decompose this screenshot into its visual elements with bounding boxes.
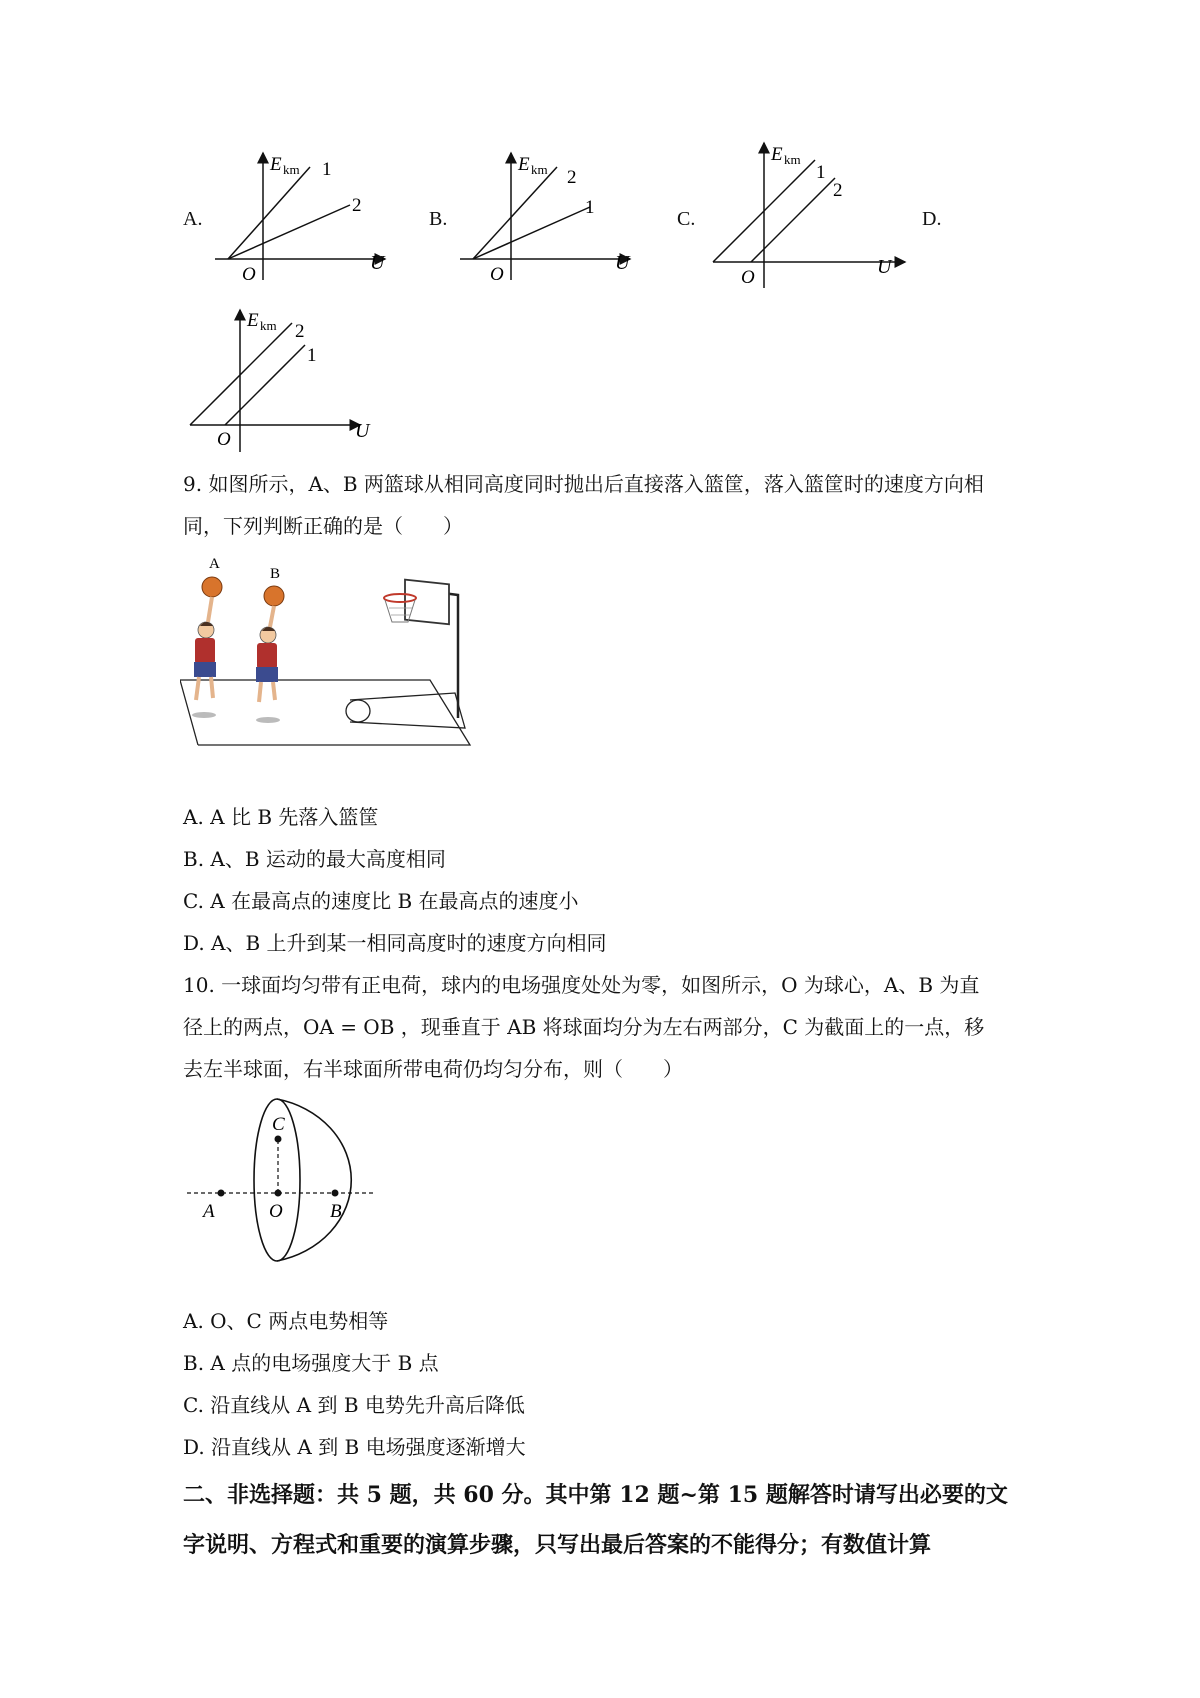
origin-label: O [741,267,755,288]
y-label: E [771,144,783,165]
player-a-jersey [195,638,215,664]
q9-option-b: B. A、B 运动的最大高度相同 [183,847,446,871]
option-c-label: C. [677,208,696,230]
y-label-sub: km [531,162,548,177]
key-area [350,693,465,728]
line-1 [228,167,310,259]
q9-stem-line1: 9. 如图所示，A、B 两篮球从相同高度同时抛出后直接落入篮筐，落入篮筐时的速度方向相 [183,472,984,496]
q9-option-c: C. A 在最高点的速度比 B 在最高点的速度小 [183,889,579,913]
line-label-upper: 2 [567,167,577,188]
line-2 [228,205,350,259]
option-d-label: D. [922,208,942,230]
line-label-upper: 1 [322,159,332,180]
q10-option-d: D. 沿直线从 A 到 B 电场强度逐渐增大 [183,1435,526,1459]
y-label: E [247,310,259,331]
section2-heading-line2: 字说明、方程式和重要的演算步骤，只写出最后答案的不能得分；有数值计算 [183,1532,932,1558]
ball-b [264,586,284,606]
option-b-label: B. [429,208,448,230]
label-a: A [203,1201,215,1222]
graph-b [455,145,655,285]
x-label: U [877,256,892,278]
q10-option-c: C. 沿直线从 A 到 B 电势先升高后降低 [183,1393,525,1417]
line-2 [473,167,557,259]
backboard [405,580,449,625]
ball-a [202,577,222,597]
y-label-sub: km [784,152,801,167]
q10-stem-line3: 去左半球面，右半球面所带电荷仍均匀分布，则（ ） [183,1057,683,1081]
q10-stem-line1: 10. 一球面均匀带有正电荷，球内的电场强度处处为零，如图所示，O 为球心，A、B 为直 [183,973,980,997]
label-c: C [272,1114,285,1135]
point-c [275,1136,282,1143]
player-b-label: B [270,566,281,582]
line-label-lower: 1 [307,345,317,366]
y-label-sub: km [260,318,277,333]
x-label: U [370,252,385,274]
line-label-lower: 2 [833,180,843,201]
x-label: U [355,420,370,442]
graph-c [705,140,915,290]
label-b: B [330,1201,342,1222]
section2-heading-line1: 二、非选择题：共 5 题，共 60 分。其中第 12 题~第 15 题解答时请写出必要的文 [183,1482,1008,1508]
line-label-lower: 2 [352,195,362,216]
q10-option-a: A. O、C 两点电势相等 [183,1309,389,1333]
hemisphere-outline [277,1099,351,1261]
hemisphere-figure [185,1095,385,1265]
player-a-label: A [209,556,220,572]
q9-stem-line2: 同，下列判断正确的是（ ） [183,514,463,538]
q9-option-a: A. A 比 B 先落入篮筐 [183,805,379,829]
q10-option-b: B. A 点的电场强度大于 B 点 [183,1351,439,1375]
line-label-lower: 1 [585,197,595,218]
x-label: U [615,252,630,274]
origin-label: O [490,264,504,285]
court-lines [180,680,470,745]
label-o: O [269,1201,283,1222]
q9-option-d: D. A、B 上升到某一相同高度时的速度方向相同 [183,931,607,955]
y-label-sub: km [283,162,300,177]
graph-d [185,307,385,457]
origin-label: O [242,264,256,285]
line-label-upper: 1 [816,162,826,183]
q10-stem-line2: 径上的两点，OA = OB ，现垂直于 AB 将球面均分为左右两部分，C 为截面上的一点，移 [183,1015,985,1039]
option-a-label: A. [183,208,203,230]
line-1 [225,345,305,425]
point-o [275,1190,282,1197]
player-b-jersey [257,643,277,669]
origin-label: O [217,429,231,450]
graph-a [210,145,410,285]
line-label-upper: 2 [295,321,305,342]
point-b [332,1190,339,1197]
point-a [218,1190,225,1197]
y-label: E [518,154,530,175]
y-label: E [270,154,282,175]
line-1 [473,207,590,259]
basketball-figure [180,550,480,760]
